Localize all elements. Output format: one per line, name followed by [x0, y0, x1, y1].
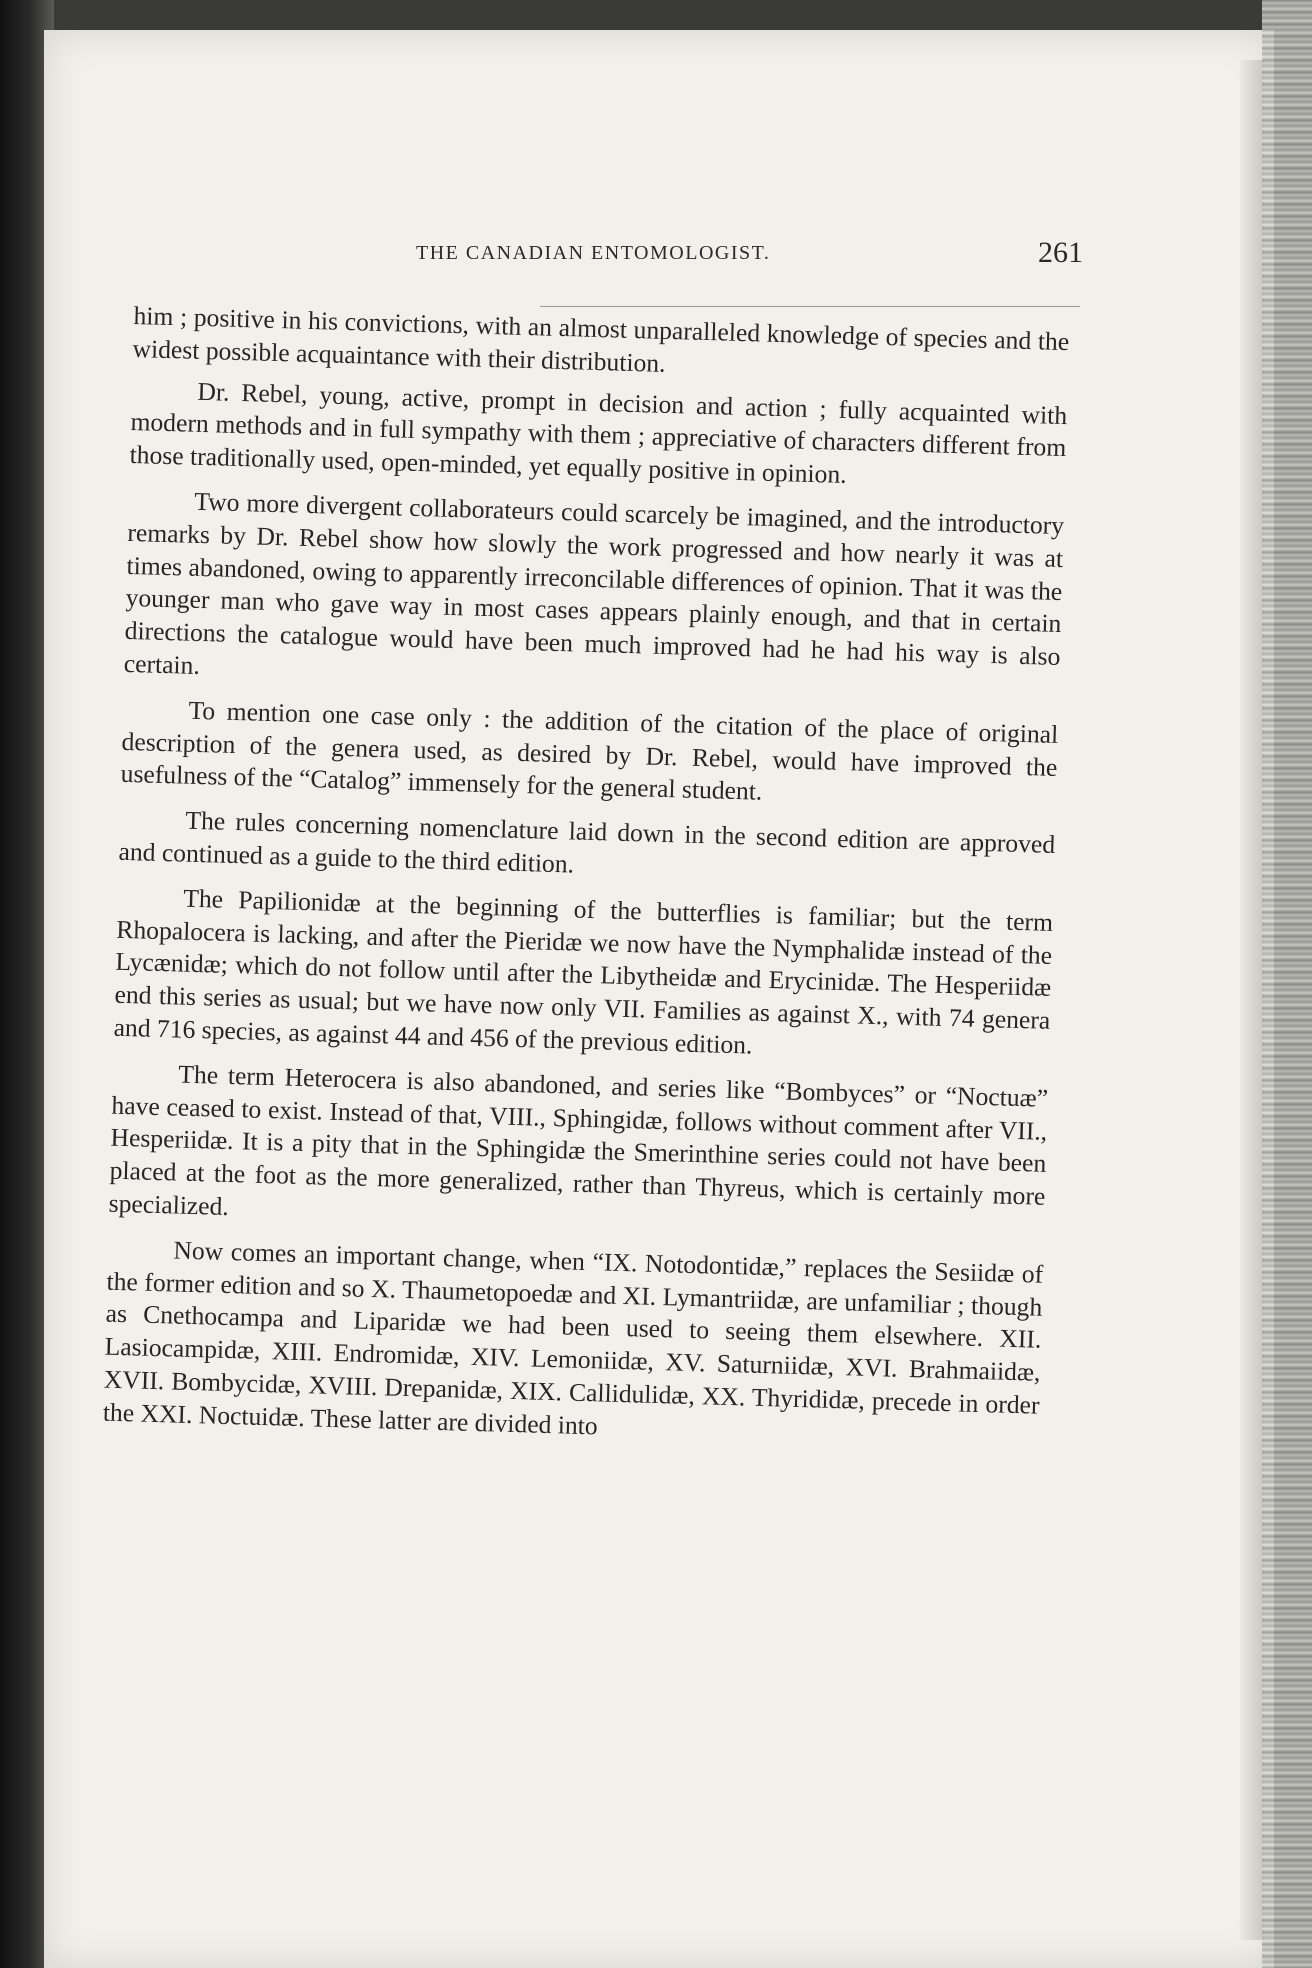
- page-number: 261: [1038, 236, 1083, 269]
- paragraph-3: Two more divergent collaborateurs could scarcely be imagined, and the introductory remarks by Dr. Rebel show how slowly the work progressed and how nearly it was at times abandoned, owing to apparently irreconcilable differences of opinion. That it was the younger man who gave way in most cases appears plainly enough, and that in certain directions the catalogue would have been much improved had he had his way is also certain.: [123, 486, 1065, 680]
- paragraph-6: The Papilionidæ at the beginning of the butterflies is familiar; but the term Rhopalocera is lacking, and after the Pieridæ we now have the Nymphalidæ instead of the Lycænidæ; which do not follow until after the Libytheidæ and Erycinidæ. The Hesperiidæ end this series as usual; but we have now only VII. Families as against X., with 74 genera and 716 species, as against 44 and 456 of the previous edition.: [113, 883, 1054, 1060]
- page-text: [102, 300, 1070, 1467]
- running-head: THE CANADIAN ENTOMOLOGIST.: [416, 242, 771, 264]
- paragraph-1: him ; positive in his convictions, with an almost unparalleled knowledge of species and the widest possible acquaintance with their distribution.: [132, 300, 1070, 378]
- page-fold: [1240, 60, 1264, 1940]
- page-header: [140, 236, 1100, 282]
- header-rule: [540, 306, 1080, 307]
- paragraph-7: The term Heterocera is also abandoned, and series like “Bombyces” or “Noctuæ” have ceased to exist. Instead of that, VIII., Sphingidæ, follows without comment after VII., Hesperiidæ. It is a pity that in the Sphingidæ the Smerinthine series could not have been placed at the foot as the more generalized, rather than Thyreus, which is certainly more specialized.: [108, 1059, 1049, 1221]
- paragraph-8: Now comes an important change, when “IX. Notodontidæ,” replaces the Sesiidæ of the former edition and so X. Thaumetopoedæ and XI. Lymantriidæ, are unfamiliar ; though as Cnethocampa and Liparidæ we had been used to seeing them elsewhere. XII. Lasiocampidæ, XIII. Endromidæ, XIV. Lemoniidæ, XV. Saturniidæ, XVI. Brahmaiidæ, XVII. Bombycidæ, XVIII. Drepanidæ, XIX. Callidulidæ, XX. Thyrididæ, precede in order the XXI. Noctuidæ. These latter are divided into: [102, 1235, 1044, 1441]
- page-edges: [1262, 0, 1312, 1968]
- paragraph-2: Dr. Rebel, young, active, prompt in decision and action ; fully acquainted with modern methods and in full sympathy with them ; appreciative of characters different from those traditionally used, open-minded, yet equally positive in opinion.: [129, 376, 1068, 490]
- paragraph-4: To mention one case only : the addition of the citation of the place of original description of the genera used, as desired by Dr. Rebel, would have improved the usefulness of the “Catalog” immensely for the general student.: [120, 695, 1059, 807]
- paragraph-5: The rules concerning nomenclature laid down in the second edition are approved and continued as a guide to the third edition.: [118, 805, 1056, 879]
